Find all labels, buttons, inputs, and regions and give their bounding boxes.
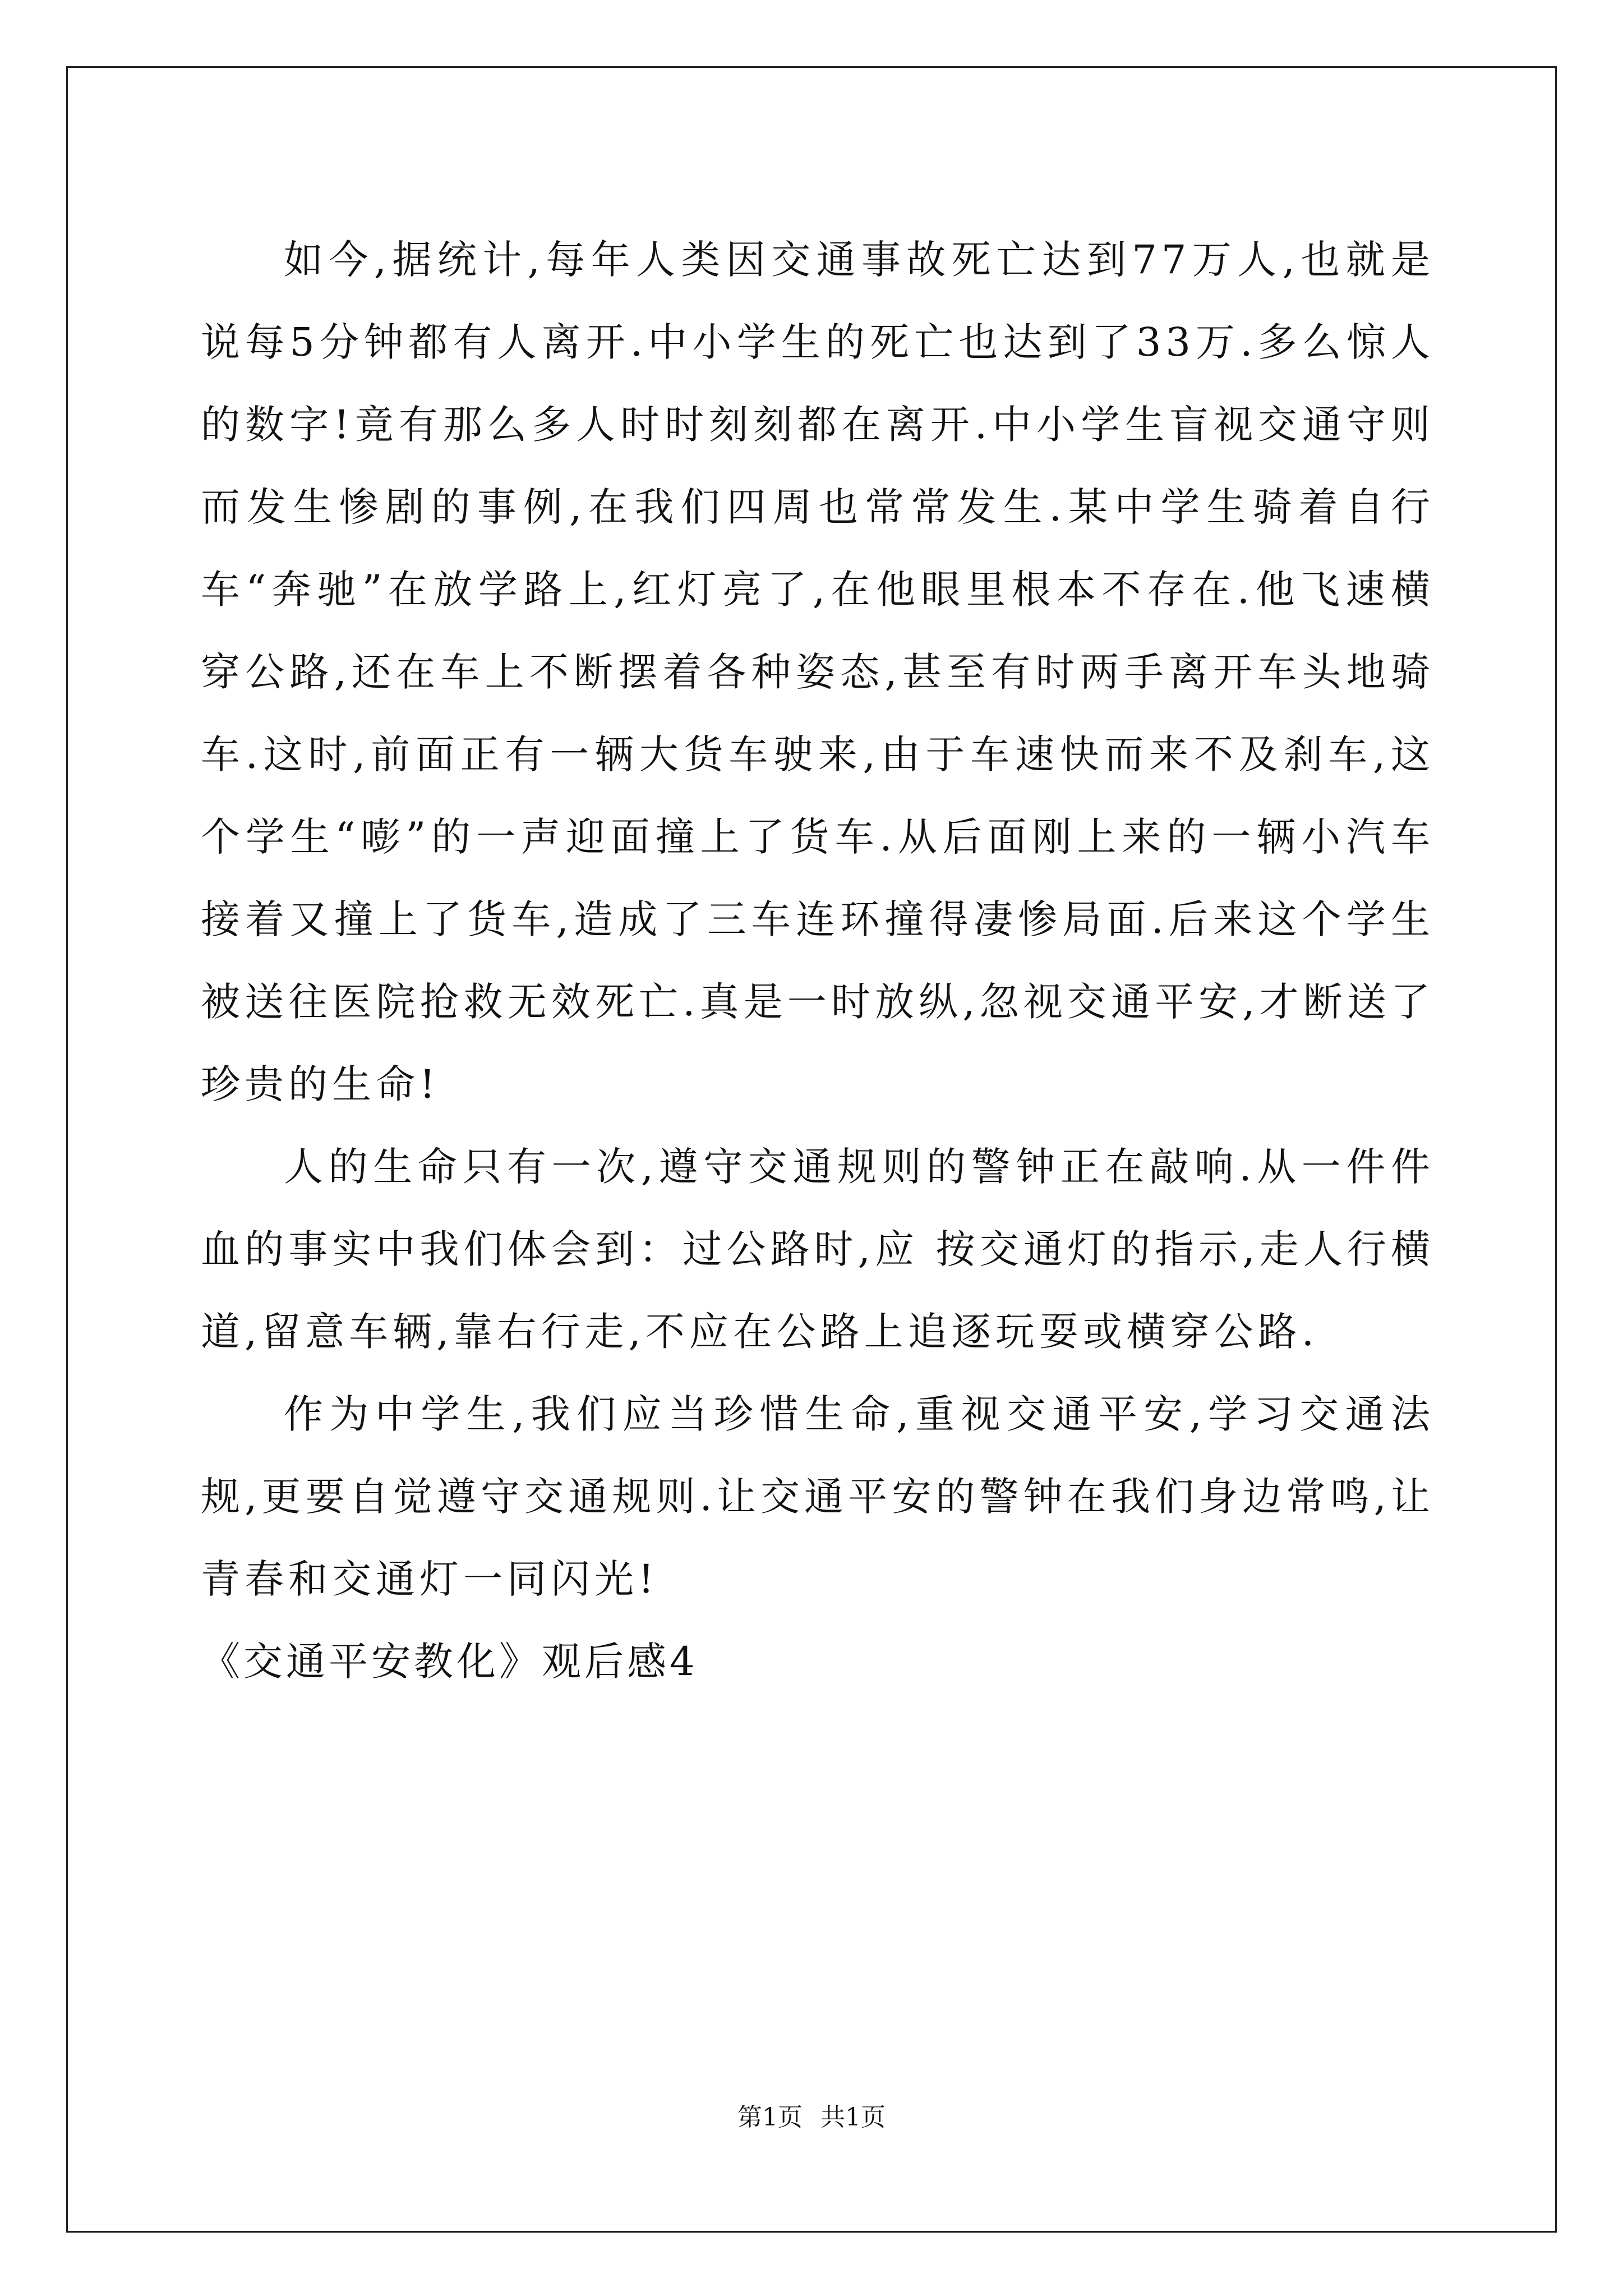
paragraph-life-once: 人的生命只有一次,遵守交通规则的警钟正在敲响.从一件件血的事实中我们体会到：过公路时,应 按交通灯的指示,走人行横道,留意车辆,靠右行走,不应在公路上追逐玩耍或横穿公路. — [201, 1144, 1435, 1355]
paragraph-statistics: 如今,据统计,每年人类因交通事故死亡达到77万人,也就是说每5分钟都有人离开.中小学生的死亡也达到了33万.多么惊人的数字!竟有那么多人时时刻刻都在离开.中小学生盲视交通守则而发生惨剧的事例,在我们四周也常常发生.某中学生骑着自行车“奔驰”在放学路上,红灯亮了,在他眼里根本不存在.他飞速横穿公路,还在车上不断摆着各种姿态,甚至有时两手离开车头地骑车.这时,前面正有一辆大货车驶来,由于车速快而来不及刹车,这个学生“嘭”的一声迎面撞上了货车.从后面刚上来的一辆小汽车接着又撞上了货车,造成了三车连环撞得凄惨局面.后来这个学生被送往医院抢救无效死亡.真是一时放纵,忽视交通平安,才断送了珍贵的生命! — [201, 237, 1435, 1107]
paragraph-as-student: 作为中学生,我们应当珍惜生命,重视交通平安,学习交通法规,更要自觉遵守交通规则.让交通平安的警钟在我们身边常鸣,让青春和交通灯一同闪光! — [201, 1391, 1435, 1602]
section-heading: 《交通平安教化》观后感4 — [201, 1639, 698, 1685]
page-number-footer: 第1页 共1页 — [737, 2103, 886, 2132]
document-body — [201, 219, 1435, 1703]
